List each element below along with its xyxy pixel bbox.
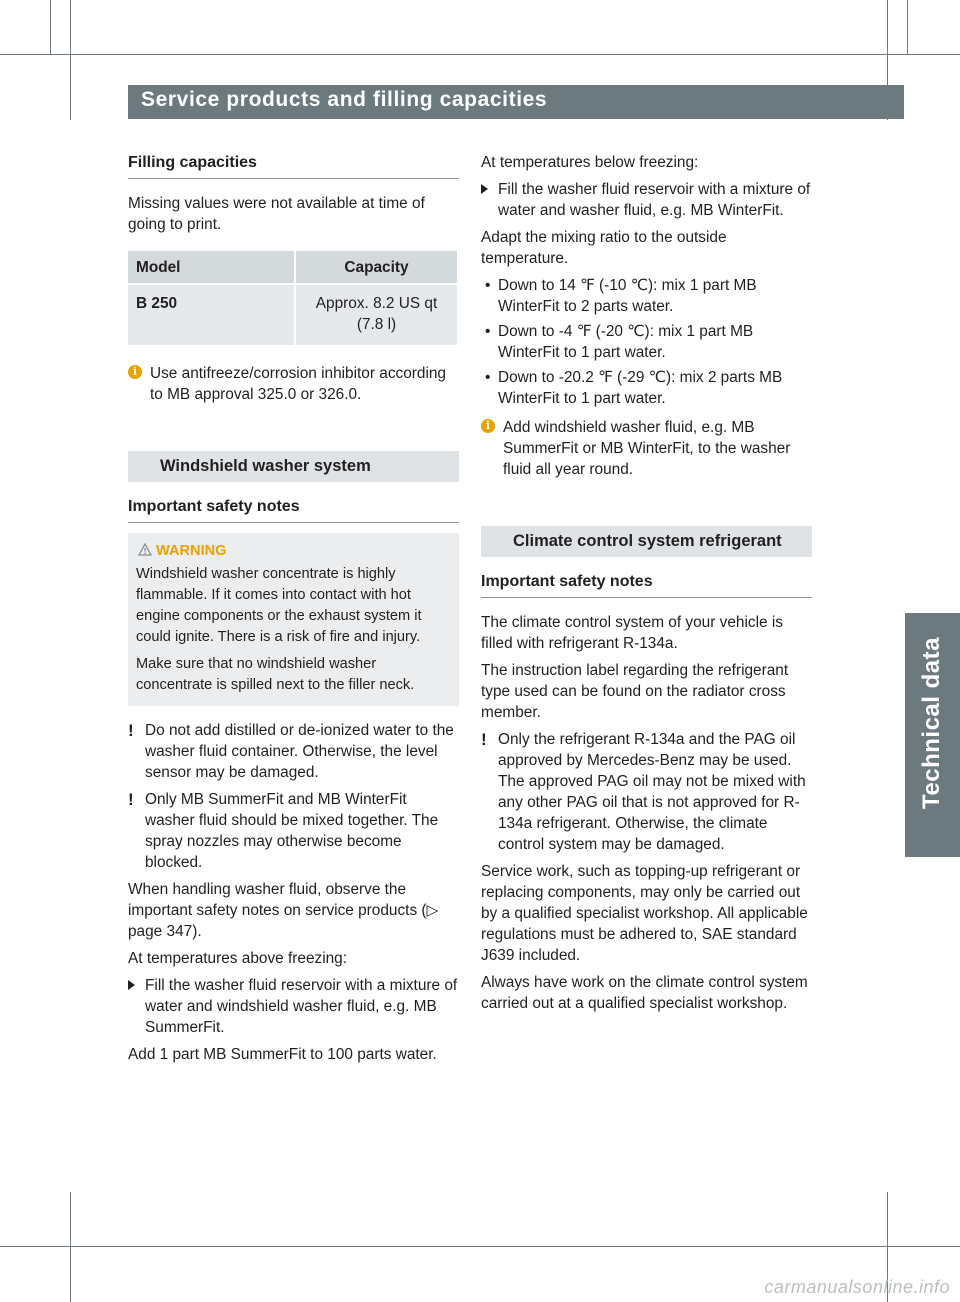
- adapt-ratio: Adapt the mixing ratio to the outside temperature.: [481, 229, 727, 267]
- climate-safety-heading: Important safety notes: [481, 571, 812, 598]
- table-header-capacity: Capacity: [296, 251, 457, 283]
- step-arrow-icon: [128, 980, 135, 990]
- warning-text-2: Make sure that no windshield washer concentrate is spilled next to the filler neck.: [136, 656, 415, 693]
- info-antifreeze-text: Use antifreeze/corrosion inhibitor according to MB approval 325.0 or 326.0.: [150, 365, 446, 403]
- filling-capacities-heading: Filling capacities: [128, 152, 459, 179]
- refrigerant-paragraph: The climate control system of your vehicle is filled with refrigerant R-134a.: [481, 614, 783, 652]
- workshop-paragraph: Always have work on the climate control system carried out at a qualified specialist workshop.: [481, 974, 808, 1012]
- tab-marker: [905, 833, 960, 857]
- left-column: [128, 152, 459, 1071]
- exclamation-icon: !: [128, 721, 134, 740]
- bullet-icon: •: [485, 277, 491, 294]
- note-text: Only the refrigerant R-134a and the PAG oil approved by Mercedes-Benz may be used. The approved PAG oil may not be mixed with any other PAG oil that is not approved for R-134a refrigerant. Otherwise, the climate control system may be damaged.: [498, 731, 806, 853]
- missing-values-note: Missing values were not available at time of going to print.: [128, 195, 425, 233]
- list-item-text: Down to -4 ℉ (-20 ℃): mix 1 part MB WinterFit to 1 part water.: [498, 323, 754, 361]
- crop-mark: [907, 0, 908, 54]
- step-winterfit: [481, 179, 812, 221]
- washer-safety-heading: Important safety notes: [128, 496, 459, 523]
- step-text: Fill the washer fluid reservoir with a mixture of water and washer fluid, e.g. MB WinterFit.: [498, 181, 811, 219]
- table-header-row: [128, 251, 457, 283]
- capacity-us: Approx. 8.2 US qt: [315, 295, 438, 312]
- note-mixing: [128, 789, 459, 873]
- table-header-model: Model: [128, 251, 294, 283]
- note-distilled-water: [128, 720, 459, 783]
- crop-mark: [70, 0, 71, 120]
- info-icon: i: [481, 419, 495, 433]
- exclamation-icon: !: [128, 790, 134, 809]
- warning-box: [128, 533, 459, 706]
- info-icon: i: [128, 365, 142, 379]
- step-arrow-icon: [481, 184, 488, 194]
- climate-refrigerant-heading: Climate control system refrigerant: [481, 526, 812, 557]
- table-row: [128, 285, 457, 345]
- crop-mark: [50, 0, 51, 54]
- service-work-paragraph: Service work, such as topping-up refrigerant or replacing components, may only be carried out by a qualified specialist workshop. All applicable regulations must be adhered to, SAE standard J639 included.: [481, 863, 808, 964]
- warning-heading: [136, 541, 449, 562]
- step-summerfit: [128, 975, 459, 1038]
- bullet-icon: •: [485, 369, 491, 386]
- note-text: Only MB SummerFit and MB WinterFit washer fluid should be mixed together. The spray nozzles may otherwise become blocked.: [145, 791, 439, 871]
- side-tab-label: Technical data: [918, 637, 945, 809]
- below-freezing-label: At temperatures below freezing:: [481, 154, 699, 171]
- list-item-text: Down to 14 ℉ (-10 ℃): mix 1 part MB WinterFit to 2 parts water.: [498, 277, 757, 315]
- list-item: [481, 367, 812, 409]
- watermark: carmanualsonline.info: [764, 1277, 950, 1297]
- handling-paragraph: When handling washer fluid, observe the important safety notes on service products (▷ page 347).: [128, 881, 439, 940]
- list-item-text: Down to -20.2 ℉ (-29 ℃): mix 2 parts MB WinterFit to 1 part water.: [498, 369, 783, 407]
- note-text: Do not add distilled or de-ionized water to the washer fluid container. Otherwise, the level sensor may be damaged.: [145, 722, 454, 781]
- warning-label: WARNING: [156, 543, 227, 559]
- warning-text: Windshield washer concentrate is highly flammable. If it comes into contact with hot engine components or the exhaust system it could ignite. There is a risk of fire and injury.: [136, 566, 422, 645]
- label-location-paragraph: The instruction label regarding the refrigerant type used can be found on the radiator cross member.: [481, 662, 789, 721]
- crop-mark: [70, 1192, 71, 1302]
- capacity-table: [126, 249, 459, 347]
- right-column: [481, 152, 812, 1020]
- header-bar: [128, 85, 904, 119]
- page-number: 352: [80, 88, 112, 108]
- info-washer-text: Add windshield washer fluid, e.g. MB SummerFit or MB WinterFit, to the washer fluid all year round.: [503, 419, 791, 478]
- table-cell-capacity: [296, 285, 457, 345]
- windshield-washer-heading: Windshield washer system: [128, 451, 459, 482]
- page-title: Service products and filling capacities: [141, 88, 548, 111]
- side-tab: [905, 613, 960, 833]
- note-refrigerant: [481, 729, 812, 855]
- crop-mark: [0, 1246, 960, 1247]
- list-item: [481, 275, 812, 317]
- table-cell-model: B 250: [128, 285, 294, 345]
- crop-mark: [0, 54, 960, 55]
- bullet-icon: •: [485, 323, 491, 340]
- list-item: [481, 321, 812, 363]
- summerfit-ratio: Add 1 part MB SummerFit to 100 parts water.: [128, 1046, 437, 1063]
- warning-triangle-icon: [138, 543, 152, 556]
- exclamation-icon: !: [481, 730, 487, 749]
- step-text: Fill the washer fluid reservoir with a mixture of water and windshield washer fluid, e.g. MB SummerFit.: [145, 977, 458, 1036]
- capacity-metric: (7.8 l): [356, 316, 397, 333]
- info-antifreeze: [128, 363, 459, 405]
- info-washer-fluid: [481, 417, 812, 480]
- above-freezing-label: At temperatures above freezing:: [128, 950, 348, 967]
